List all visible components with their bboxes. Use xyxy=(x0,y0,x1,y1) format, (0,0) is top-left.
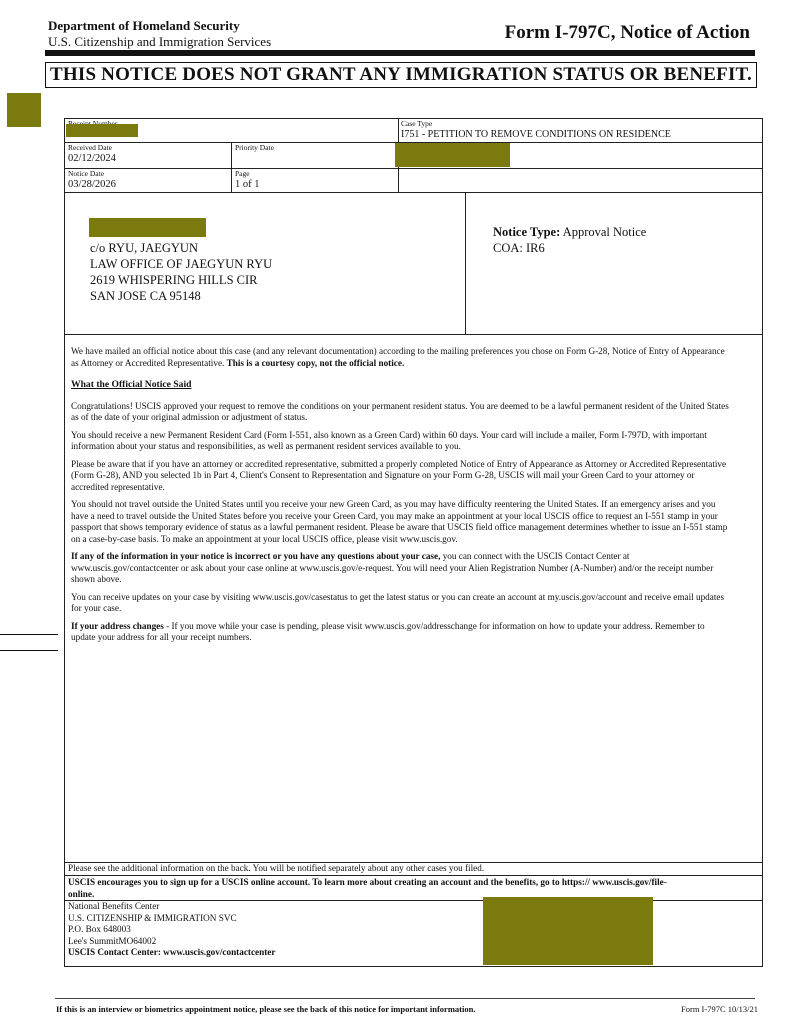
grid-line xyxy=(65,875,762,876)
status-banner: THIS NOTICE DOES NOT GRANT ANY IMMIGRATION STATUS OR BENEFIT. xyxy=(45,62,757,88)
additional-info: Please see the additional information on the back. You will be notified separately about any other cases you filed. xyxy=(68,863,485,873)
agency-name: U.S. Citizenship and Immigration Services xyxy=(48,34,272,49)
receipt-number-redaction xyxy=(66,124,138,137)
questions-heading: If any of the information in your notice is incorrect or you have any questions about your case, xyxy=(71,551,441,561)
address-change-heading: If your address changes xyxy=(71,620,164,631)
service-center-address xyxy=(68,901,468,959)
form-edition: Form I-797C 10/13/21 xyxy=(681,1004,758,1014)
mailing-address xyxy=(90,240,272,304)
address-line: National Benefits Center xyxy=(68,901,160,911)
notice-type-label: Notice Type: xyxy=(493,225,561,239)
received-date-label: Received Date xyxy=(68,143,112,152)
body-paragraph: You should not travel outside the United States until you receive your new Green Card, as you may have difficulty reentering the United States. If an emergency arises and you have a need to travel outside the United States before you receive your Green Card, you may make an appointment at your local USCIS office to request an I-551 stamp in your passport that shows temporary evidence of status as a lawful permanent resident. Please be aware that USCIS field office management determines whether to issue an I-551 stamp on a case-by-case basis. To make an appointment at your local USCIS office, please visit www.uscis.gov. xyxy=(71,499,728,544)
margin-mark xyxy=(0,634,58,635)
address-line: c/o RYU, JAEGYUN xyxy=(90,241,198,255)
margin-mark xyxy=(0,650,58,651)
address-line: U.S. CITIZENSHIP & IMMIGRATION SVC xyxy=(68,912,237,923)
body-paragraph: You can receive updates on your case by visiting www.uscis.gov/casestatus to get the latest status or you can create an account at my.uscis.gov/account and receive email updates for your case. xyxy=(71,591,725,613)
notice-body xyxy=(71,346,729,650)
received-date-value: 02/12/2024 xyxy=(68,153,116,164)
online-account-note: USCIS encourages you to sign up for a USCIS online account. To learn more about creating an account and the benefits, go to https:// www.uscis.gov/file-online. xyxy=(68,877,667,899)
address-line: 2619 WHISPERING HILLS CIR xyxy=(90,273,258,287)
notice-date-value: 03/28/2026 xyxy=(68,179,116,190)
barcode-redaction xyxy=(483,897,653,965)
body-paragraph: Please be aware that if you have an attorney or accredited representative, submitted a properly completed Notice of Entry of Appearance as Attorney or Accredited Representative (Form G-28), AND you selected 1b in Part 4, Client's Consent to Representation and Signature on your Form G-28, USCIS will mail your Green Card to your attorney or accredited representative. xyxy=(71,458,727,492)
case-type-label: Case Type xyxy=(401,119,433,128)
notice-type-block xyxy=(493,224,646,256)
coa-code: COA: IR6 xyxy=(493,241,545,255)
grid-line xyxy=(65,192,762,193)
priority-date-label: Priority Date xyxy=(235,143,274,152)
redaction-block xyxy=(395,143,510,167)
redaction-block xyxy=(7,93,41,127)
agency-header xyxy=(48,18,271,50)
footer-divider xyxy=(55,998,755,999)
address-line: P.O. Box 648003 xyxy=(68,924,131,934)
body-paragraph: you can connect with the USCIS Contact Center at www.uscis.gov/contactcenter or ask about your case online at www.uscis.gov/e-request. You will need your Alien Registration Number (A-Number) and/or the receipt number shown above. xyxy=(71,551,714,584)
grid-line xyxy=(465,192,466,334)
address-line: SAN JOSE CA 95148 xyxy=(90,289,201,303)
address-line: LAW OFFICE OF JAEGYUN RYU xyxy=(90,257,273,271)
notice-type-value: Approval Notice xyxy=(562,225,647,239)
body-paragraph: You should receive a new Permanent Resident Card (Form I-551, also known as a Green Card) within 60 days. Your card will include a mailer, Form I-797D, with important information about your status and responsibilities, as well as permanent resident services available to you. xyxy=(71,429,707,451)
page-value: 1 of 1 xyxy=(235,179,260,190)
header-divider xyxy=(45,50,755,56)
body-paragraph: Congratulations! USCIS approved your request to remove the conditions on your permanent resident status. You are deemed to be a lawful permanent resident of the United States as of the date of your original admission or adjustment of status. xyxy=(71,400,729,422)
appointment-footnote: If this is an interview or biometrics appointment notice, please see the back of this notice for important information. xyxy=(56,1004,476,1014)
section-title: What the Official Notice Said xyxy=(71,379,192,390)
address-line: Lee's SummitMO64002 xyxy=(68,935,157,946)
notice-date-label: Notice Date xyxy=(68,169,105,178)
form-title: Form I-797C, Notice of Action xyxy=(504,22,750,43)
name-redaction xyxy=(89,218,206,237)
courtesy-copy-note: This is a courtesy copy, not the official notice. xyxy=(226,357,405,368)
body-paragraph: - If you move while your case is pending, please visit www.uscis.gov/addresschange for information on how to update your address. Remember to update your address for all your receipt numbers. xyxy=(71,620,705,642)
grid-line xyxy=(65,334,762,335)
department-name: Department of Homeland Security xyxy=(48,18,240,33)
case-type-value: I751 - PETITION TO REMOVE CONDITIONS ON RESIDENCE xyxy=(401,129,671,140)
page-label: Page xyxy=(235,169,250,178)
grid-line xyxy=(231,142,232,192)
grid-line xyxy=(65,168,762,169)
intro-text: We have mailed an official notice about this case (and any relevant documentation) according to the mailing preferences you chose on Form G-28, Notice of Entry of Appearance as Attorney or Accredited Representative. xyxy=(71,346,725,368)
contact-center: USCIS Contact Center: www.uscis.gov/contactcenter xyxy=(68,947,276,957)
